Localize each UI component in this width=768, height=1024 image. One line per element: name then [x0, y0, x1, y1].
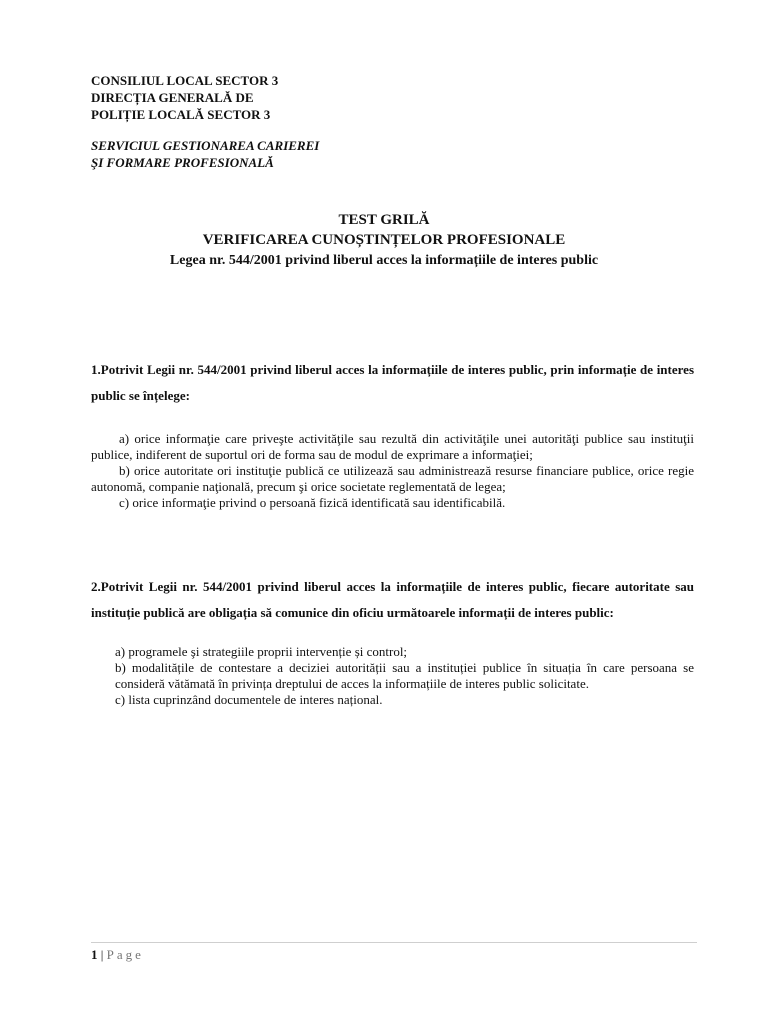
service-line-2: ŞI FORMARE PROFESIONALĂ	[91, 155, 274, 170]
header-line-directorate: DIRECȚIA GENERALĂ DE	[91, 90, 254, 105]
institution-header	[91, 72, 591, 171]
page-label: Page	[106, 947, 144, 962]
page-footer	[91, 947, 144, 963]
header-line-police: POLIȚIE LOCALĂ SECTOR 3	[91, 107, 271, 122]
title-verification: VERIFICAREA CUNOȘTINȚELOR PROFESIONALE	[202, 232, 566, 248]
answer-option-a: a) orice informaţie care priveşte activităţile sau rezultă din activităţile unei autorităţi publice sau instituţii publice, indiferent de suportul ori de forma sau de modul de exprimare a informaţiei;	[91, 431, 694, 462]
question-text: 1.Potrivit Legii nr. 544/2001 privind liberul acces la informațiile de interes public, prin informație de interes public se înțelege:	[91, 362, 694, 403]
service-header	[91, 137, 591, 171]
footer-separator: |	[97, 947, 107, 962]
answer-option-a: a) programele şi strategiile proprii intervenție și control;	[115, 644, 408, 659]
header-line-council: CONSILIUL LOCAL SECTOR 3	[91, 73, 279, 88]
answer-options	[91, 644, 694, 708]
answer-option-c: c) lista cuprinzând documentele de interes național.	[115, 692, 383, 707]
document-title	[60, 210, 708, 272]
answer-option-b: b) orice autoritate ori instituţie publică ce utilizează sau administrează resurse financiare publice, orice regie autonomă, companie naţională, precum şi orice societate reglementată de legea;	[91, 463, 694, 494]
question-2	[91, 574, 694, 708]
service-line-1: SERVICIUL GESTIONAREA CARIEREI	[91, 138, 320, 153]
answer-option-b: b) modalitățile de contestare a deciziei autorității sau a instituției publice în situația în care persoana se consideră vătămată în privința dreptului de acces la informațiile de interes public solicitate.	[115, 660, 694, 691]
question-1	[91, 357, 694, 511]
title-test-grila: TEST GRILĂ	[338, 212, 430, 228]
title-law-reference: Legea nr. 544/2001 privind liberul acces la informațiile de interes public	[169, 253, 599, 268]
page-number: 1	[91, 947, 98, 962]
footer-divider	[91, 942, 697, 943]
answer-options	[91, 431, 694, 511]
answer-option-c: c) orice informaţie privind o persoană fizică identificată sau identificabilă.	[119, 495, 506, 510]
question-text: 2.Potrivit Legii nr. 544/2001 privind liberul acces la informațiile de interes public, fiecare autoritate sau instituție publică are obligația să comunice din oficiu următoarele informații de interes public:	[91, 579, 694, 620]
